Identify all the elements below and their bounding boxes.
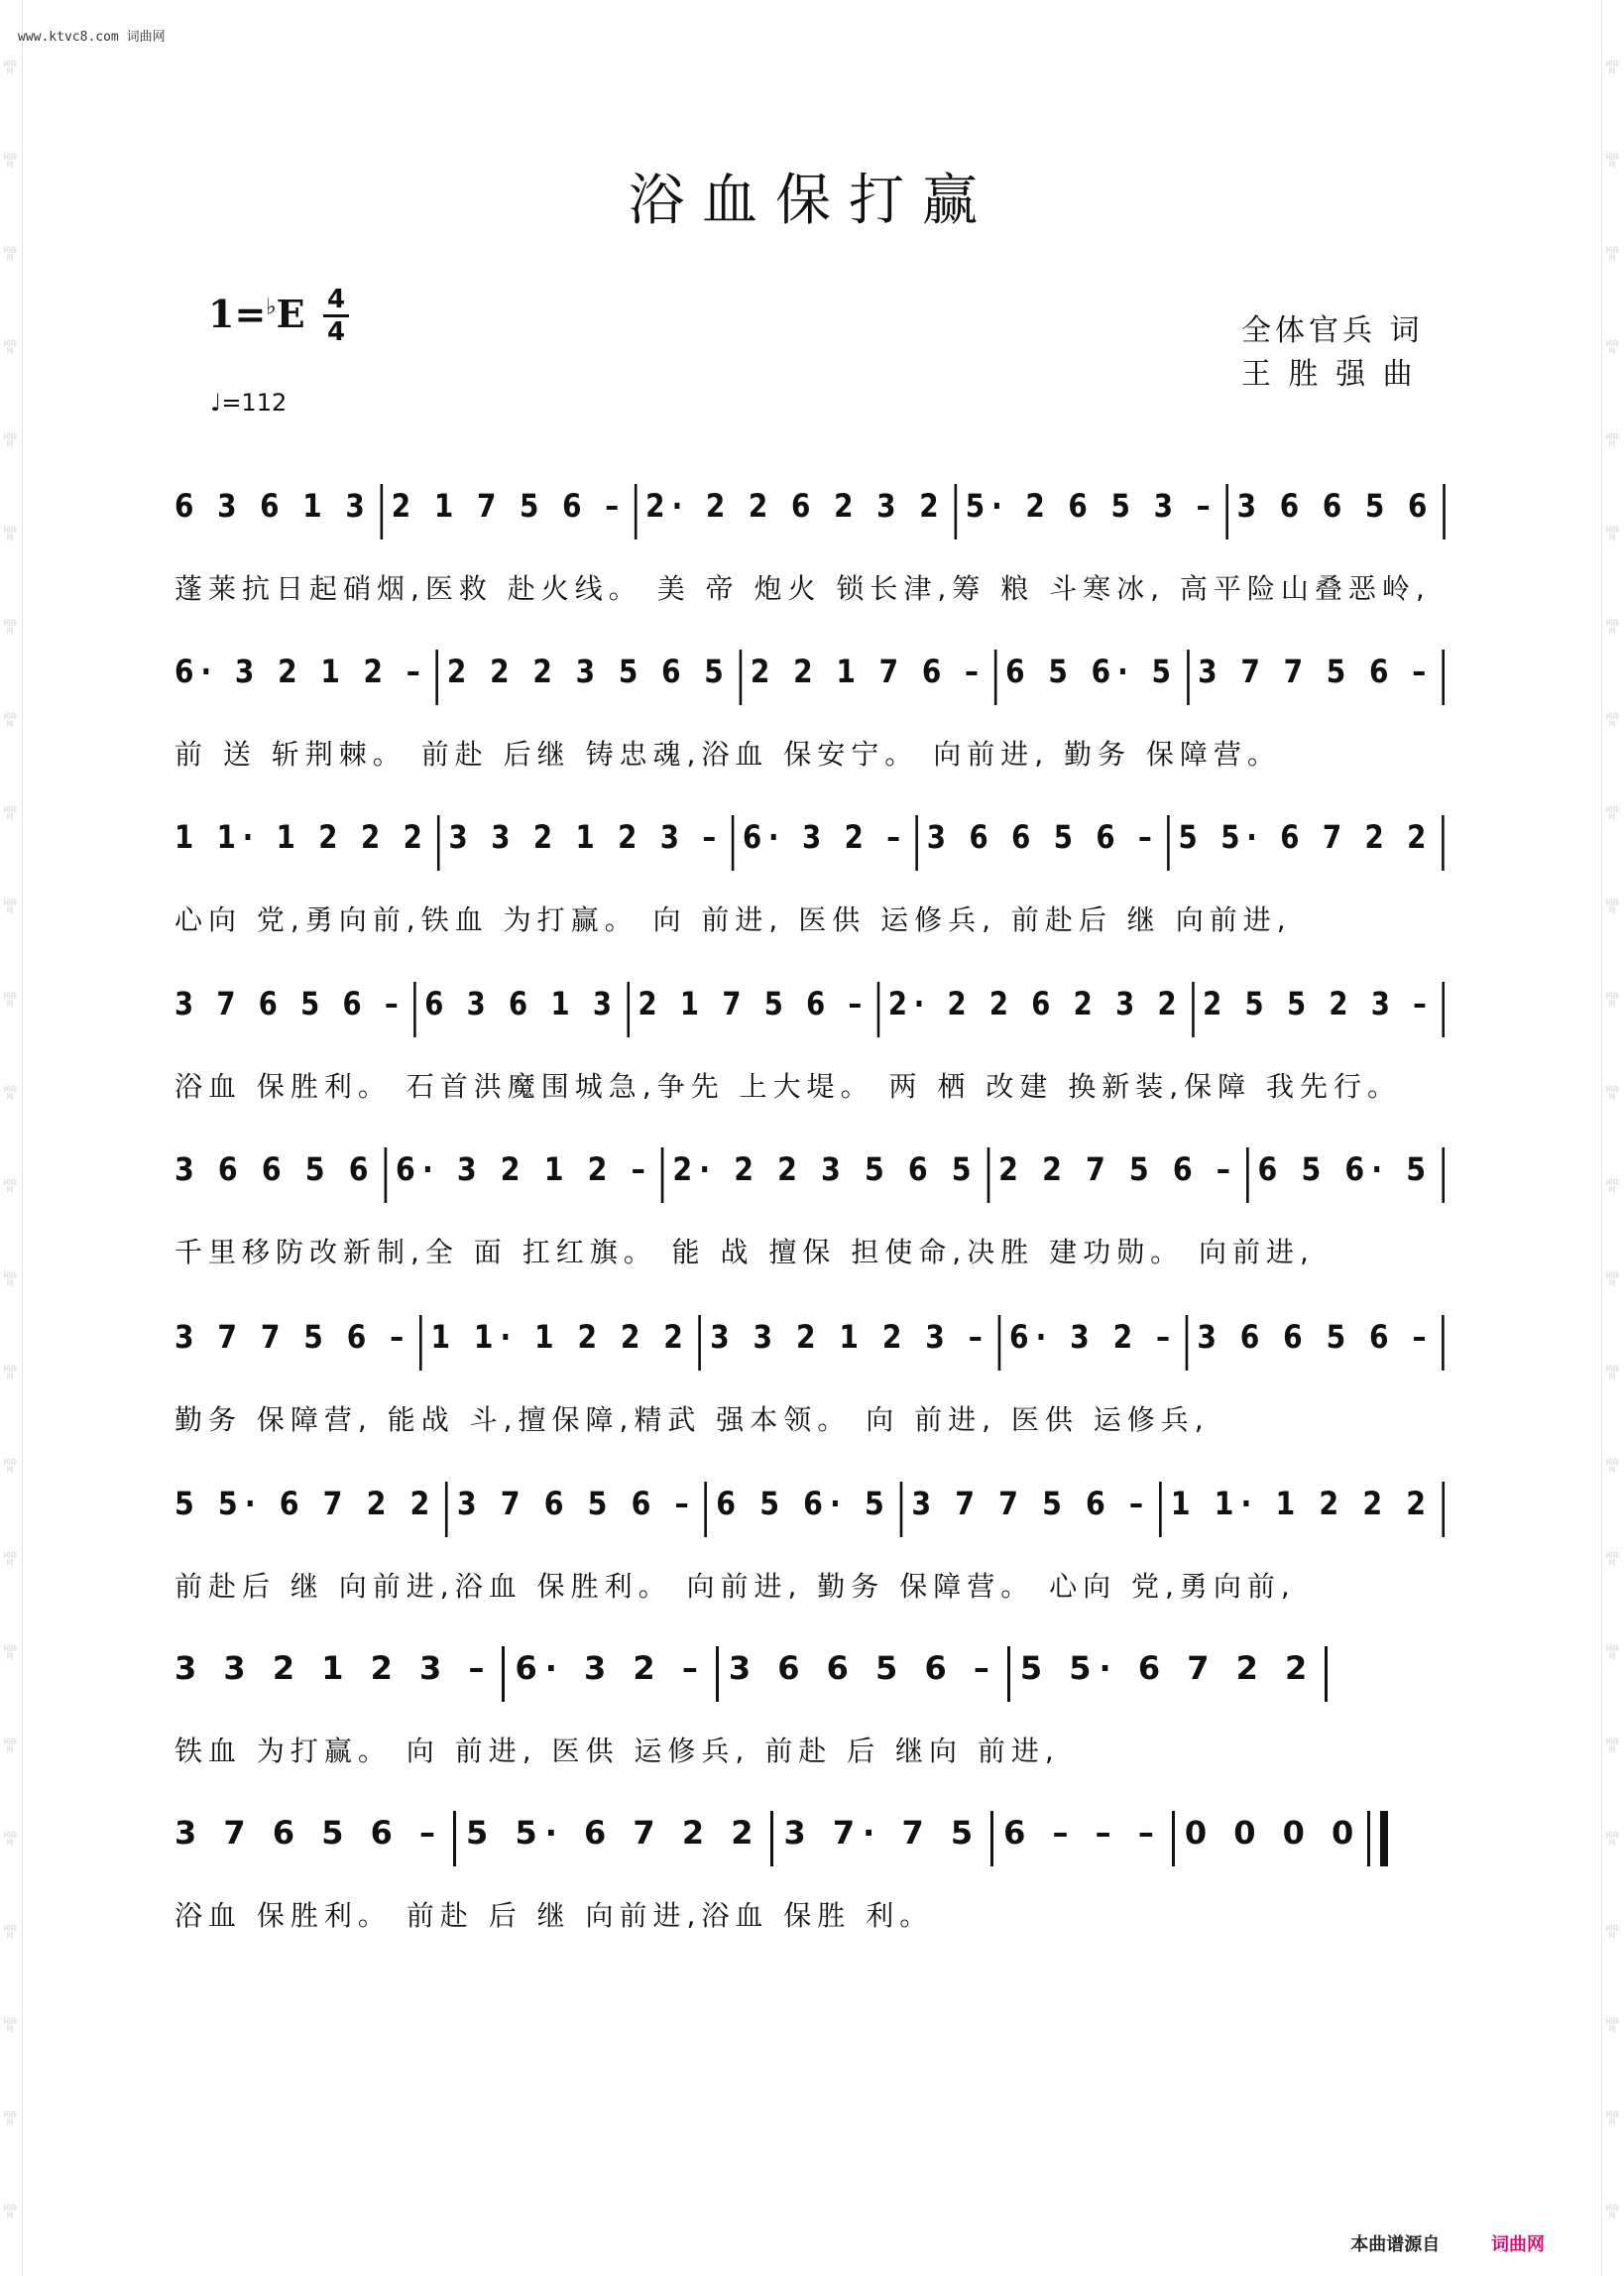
key-signature: [208, 292, 305, 336]
watermark-mark: 词曲网: [3, 1644, 17, 1660]
right-watermark-strip: [1601, 0, 1624, 2276]
measure: 3 7 7 5 6 –: [911, 1484, 1151, 1522]
composer-credit: 王 胜 强 曲: [1241, 357, 1417, 392]
measure: 2· 2 2 6 2 3 2: [645, 486, 946, 525]
measure: 3 6 6 5 6 –: [1197, 1317, 1434, 1356]
measure: 2 1 7 5 6 –: [638, 984, 870, 1022]
watermark-mark: 词曲网: [3, 1178, 17, 1194]
watermark-mark: 词曲网: [3, 712, 17, 728]
measure: 5 5· 6 7 2 2: [174, 1484, 437, 1522]
lyrics-line: 勤务 保障营, 能战 斗,擅保障,精武 强本领。 向 前进, 医供 运修兵,: [174, 1403, 1210, 1436]
key-prefix: 1=: [208, 292, 267, 336]
watermark-mark: 词曲网: [3, 2204, 17, 2219]
final-barline: [1367, 1811, 1388, 1866]
measure: 6 5 6· 5: [1257, 1149, 1434, 1188]
watermark-mark: 词曲网: [1605, 60, 1619, 75]
measure: 6· 3 2 –: [515, 1648, 706, 1687]
tempo-marking: ♩=112: [210, 389, 288, 417]
notes-row: [174, 982, 1434, 1051]
barline: [1442, 815, 1445, 871]
time-bottom: 4: [326, 317, 346, 347]
lyrics-line: 浴血 保胜利。 前赴 后 继 向前进,浴血 保胜 利。: [174, 1899, 934, 1932]
lyrics-line: 浴血 保胜利。 石首洪魔围城急,争先 上大堤。 两 栖 改建 换新装,保障 我先行。: [174, 1070, 1402, 1103]
measure: 2 1 7 5 6 –: [391, 486, 627, 525]
barline: [900, 1482, 903, 1537]
watermark-mark: 词曲网: [3, 153, 17, 169]
key-letter: E: [276, 292, 305, 336]
watermark-mark: 词曲网: [3, 992, 17, 1008]
measure: 6 – – –: [1003, 1813, 1162, 1852]
watermark-mark: 词曲网: [1605, 1458, 1619, 1474]
measure: 3 6 6 5 6 –: [926, 817, 1159, 856]
barline: [1167, 815, 1170, 871]
barline: [699, 1315, 702, 1371]
barline: [1442, 650, 1445, 705]
measure: 5 5· 6 7 2 2: [1178, 817, 1434, 856]
staff-line: [174, 1147, 1453, 1270]
footer-brand: 词曲网: [1491, 2234, 1545, 2255]
barline: [380, 484, 383, 539]
watermark-mark: 词曲网: [3, 898, 17, 914]
watermark-mark: 词曲网: [1605, 1737, 1619, 1753]
measure: 5 5· 6 7 2 2: [1019, 1648, 1316, 1687]
barline: [716, 1646, 719, 1702]
notes-row: [174, 484, 1435, 553]
staff-line: [174, 815, 1453, 938]
watermark-mark: 词曲网: [1605, 246, 1619, 262]
watermark-mark: 词曲网: [3, 1924, 17, 1940]
barline: [635, 484, 638, 539]
notes-row: [174, 1646, 1453, 1716]
credits: [1241, 309, 1424, 397]
barline: [877, 982, 880, 1037]
measure: 3 6 6 5 6 –: [728, 1648, 997, 1687]
barline: [453, 1811, 456, 1866]
barline: [1007, 1646, 1010, 1702]
measure: 3 3 2 1 2 3 –: [174, 1648, 493, 1687]
watermark-mark: 词曲网: [3, 805, 17, 821]
notes-row: [174, 650, 1434, 719]
measure: 3 3 2 1 2 3 –: [448, 817, 724, 856]
measure: 5· 2 6 5 3 –: [965, 486, 1218, 525]
watermark-mark: 词曲网: [3, 2110, 17, 2126]
watermark-mark: 词曲网: [3, 1085, 17, 1101]
lyrics-line: 前赴后 继 向前进,浴血 保胜利。 向前进, 勤务 保障营。 心向 党,勇向前,: [174, 1570, 1296, 1603]
time-top: 4: [326, 285, 346, 314]
barline: [1443, 484, 1446, 539]
barline: [990, 1811, 993, 1866]
measure: 3 7 6 5 6 –: [174, 984, 406, 1022]
measure: 6 5 6· 5: [1005, 652, 1178, 690]
barline: [998, 1315, 1001, 1371]
measure: 3 3 2 1 2 3 –: [710, 1317, 989, 1356]
barline: [1186, 1315, 1189, 1371]
measure: 3 7· 7 5: [783, 1813, 982, 1852]
watermark-mark: 词曲网: [1605, 1085, 1619, 1101]
barline: [1246, 1147, 1249, 1203]
watermark-mark: 词曲网: [3, 60, 17, 75]
measure: 0 0 0 0: [1184, 1813, 1362, 1852]
measure: 1 1· 1 2 2 2: [174, 817, 429, 856]
measure: 2 5 5 2 3 –: [1203, 984, 1434, 1022]
measure: 6· 3 2 –: [742, 817, 907, 856]
barline: [1187, 650, 1190, 705]
watermark-mark: 词曲网: [1605, 1551, 1619, 1567]
barline: [916, 815, 919, 871]
measure: 2· 2 2 3 5 6 5: [672, 1149, 979, 1188]
barline: [1159, 1482, 1162, 1537]
watermark-mark: 词曲网: [1605, 1831, 1619, 1847]
barline: [1325, 1646, 1328, 1702]
barline: [445, 1482, 448, 1537]
watermark-mark: 词曲网: [3, 1831, 17, 1847]
staff-line: [174, 1315, 1453, 1438]
time-signature: [323, 286, 349, 346]
notes-row: [174, 1482, 1434, 1551]
staff-line: [174, 1646, 1453, 1769]
staff-line: [174, 1482, 1453, 1605]
barline: [770, 1811, 773, 1866]
watermark-mark: 词曲网: [1605, 1178, 1619, 1194]
watermark-mark: 词曲网: [3, 1458, 17, 1474]
watermark-mark: 词曲网: [1605, 1271, 1619, 1287]
watermark-mark: 词曲网: [3, 1365, 17, 1380]
watermark-mark: 词曲网: [1605, 619, 1619, 635]
watermark-mark: 词曲网: [1605, 153, 1619, 169]
barline: [502, 1646, 505, 1702]
song-title: 浴血保打赢: [629, 169, 995, 233]
watermark-mark: 词曲网: [1605, 432, 1619, 448]
measure: 3 7 6 5 6 –: [456, 1484, 696, 1522]
notes-row: [174, 1811, 1453, 1880]
measure: 2 2 1 7 6 –: [750, 652, 986, 690]
measure: 5 5· 6 7 2 2: [466, 1813, 761, 1852]
lyrics-line: 心向 党,勇向前,铁血 为打赢。 向 前进, 医供 运修兵, 前赴后 继 向前进,: [174, 903, 1292, 936]
footer: [1350, 2230, 1545, 2256]
footer-source: 本曲谱源自: [1350, 2234, 1441, 2255]
watermark-mark: 词曲网: [3, 2017, 17, 2033]
lyrics-line: 蓬莱抗日起硝烟,医救 赴火线。 美 帝 炮火 锁长津,筹 粮 斗寒冰, 高平险山叠恶岭,: [174, 572, 1431, 605]
measure: 6· 3 2 1 2 –: [174, 652, 427, 690]
barline: [436, 650, 439, 705]
barline: [1225, 484, 1228, 539]
watermark-mark: 词曲网: [1605, 2017, 1619, 2033]
notes-row: [174, 1315, 1434, 1384]
staff-line: [174, 650, 1453, 773]
barline: [1442, 1147, 1445, 1203]
staff-line: [174, 1811, 1453, 1934]
measure: 2 2 2 3 5 6 5: [446, 652, 731, 690]
watermark-mark: 词曲网: [3, 1737, 17, 1753]
barline: [732, 815, 735, 871]
barline: [661, 1147, 664, 1203]
measure: 3 7 6 5 6 –: [174, 1813, 444, 1852]
watermark-mark: 词曲网: [3, 339, 17, 355]
barline: [740, 650, 743, 705]
staff-line: [174, 484, 1453, 607]
barline: [987, 1147, 990, 1203]
notes-row: [174, 815, 1434, 885]
measure: 2 2 7 5 6 –: [998, 1149, 1238, 1188]
barline: [1192, 982, 1195, 1037]
watermark-mark: 词曲网: [1605, 1365, 1619, 1380]
measure: 6· 3 2 1 2 –: [396, 1149, 652, 1188]
watermark-mark: 词曲网: [3, 619, 17, 635]
watermark-mark: 词曲网: [1605, 2204, 1619, 2219]
barline: [705, 1482, 708, 1537]
site-url: www.ktvc8.com 词曲网: [18, 30, 166, 45]
measure: 6 3 6 1 3: [174, 486, 372, 525]
watermark-mark: 词曲网: [1605, 805, 1619, 821]
measure: 2· 2 2 6 2 3 2: [887, 984, 1184, 1022]
watermark-mark: 词曲网: [1605, 526, 1619, 541]
barline: [419, 1315, 422, 1371]
barline: [1442, 1315, 1445, 1371]
watermark-mark: 词曲网: [3, 1551, 17, 1567]
measure: 3 6 6 5 6: [1236, 486, 1435, 525]
barline: [437, 815, 440, 871]
barline: [384, 1147, 387, 1203]
measure: 1 1· 1 2 2 2: [430, 1317, 690, 1356]
measure: 6· 3 2 –: [1009, 1317, 1178, 1356]
lyrics-line: 千里移防改新制,全 面 扛红旗。 能 战 擅保 担使命,决胜 建功勋。 向前进,: [174, 1236, 1315, 1268]
left-watermark-strip: [0, 0, 23, 2276]
barline: [413, 982, 416, 1037]
watermark-mark: 词曲网: [1605, 1644, 1619, 1660]
watermark-mark: 词曲网: [1605, 898, 1619, 914]
barline: [1172, 1811, 1175, 1866]
barline: [994, 650, 997, 705]
measure: 3 7 7 5 6 –: [174, 1317, 411, 1356]
barline: [1442, 1482, 1445, 1537]
lyricist-credit: 全体官兵 词: [1241, 313, 1424, 348]
watermark-mark: 词曲网: [1605, 1924, 1619, 1940]
watermark-mark: 词曲网: [3, 526, 17, 541]
watermark-mark: 词曲网: [3, 432, 17, 448]
watermark-mark: 词曲网: [1605, 339, 1619, 355]
notes-row: [174, 1147, 1434, 1217]
measure: 6 5 6· 5: [716, 1484, 891, 1522]
watermark-mark: 词曲网: [3, 1271, 17, 1287]
staff-line: [174, 982, 1453, 1105]
measure: 1 1· 1 2 2 2: [1170, 1484, 1434, 1522]
measure: 3 7 7 5 6 –: [1198, 652, 1434, 690]
flat-symbol: ♭: [266, 295, 277, 320]
watermark-mark: 词曲网: [1605, 992, 1619, 1008]
measure: 3 6 6 5 6: [174, 1149, 376, 1188]
lyrics-line: 铁血 为打赢。 向 前进, 医供 运修兵, 前赴 后 继向 前进,: [174, 1735, 1060, 1767]
barline: [627, 982, 630, 1037]
watermark-mark: 词曲网: [1605, 712, 1619, 728]
watermark-mark: 词曲网: [3, 246, 17, 262]
watermark-mark: 词曲网: [1605, 2110, 1619, 2126]
lyrics-line: 前 送 斩荆棘。 前赴 后继 铸忠魂,浴血 保安宁。 向前进, 勤务 保障营。: [174, 738, 1281, 771]
barline: [954, 484, 957, 539]
measure: 6 3 6 1 3: [424, 984, 619, 1022]
barline: [1442, 982, 1445, 1037]
